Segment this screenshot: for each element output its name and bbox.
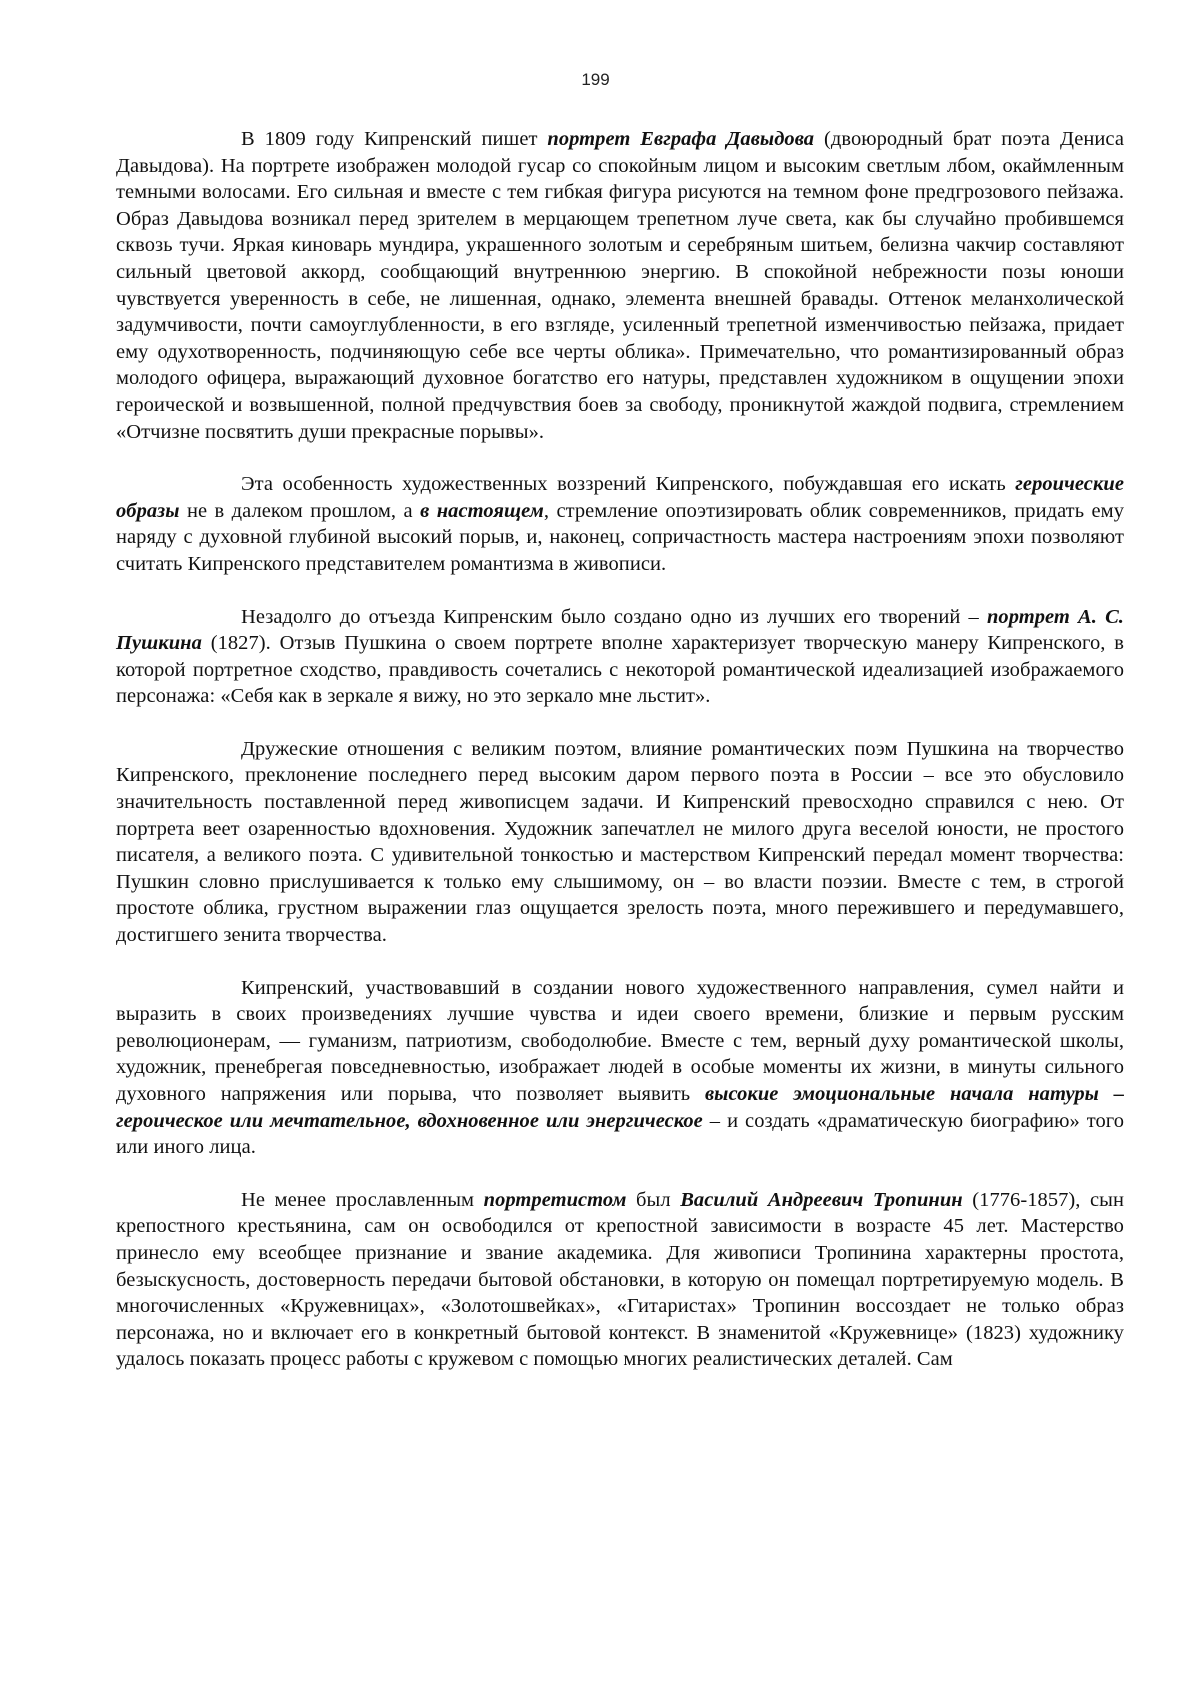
emphasis-run: в настоящем	[420, 499, 544, 522]
paragraph-gap	[116, 445, 1124, 471]
paragraph-gap	[116, 949, 1124, 975]
text-run: (двоюродный брат поэта Дениса Давыдова). На портрете изображен молодой гусар со спокойным лицом и высоким светлым лбом, окаймленным темными волосами. Его сильная и вместе с тем гибкая фигура рисуются на темном фоне предгрозового пейзажа. Образ Давыдова возникал перед зрителем в мерцающем трепетном луче света, как бы случайно пробившемся сквозь тучи. Яркая киноварь мундира, украшенного золотым и серебряным шитьем, белизна чакчир составляют сильный цветовой аккорд, сообщающий внутреннюю энергию. В спокойной небрежности позы юноши чувствуется уверенность в себе, не лишенная, однако, элемента внешней бравады. Оттенок меланхолической задумчивости, почти самоуглубленности, в его взгляде, усиленный трепетной изменчивостью пейзажа, придает ему одухотворенность, подчиняющую себе все черты облика». Примечательно, что романтизированный образ молодого офицера, выражающий духовное богатство его натуры, представлен художником в ощущении эпохи героической и возвышенной, полной предчувствия боев за свободу, проникнутой жаждой подвига, стремлением «Отчизне посвятить души прекрасные порывы».	[116, 128, 1124, 443]
paragraph-kiprensky-davydov	[116, 126, 1124, 445]
text-run: Эта особенность художественных воззрений Кипренского, побуждавшая его искать	[241, 473, 1016, 496]
paragraph-gap	[116, 578, 1124, 604]
text-run: Дружеские отношения с великим поэтом, влияние романтических поэм Пушкина на творчество Кипренского, преклонение последнего перед высоким даром первого поэта в России – все это обусловило значительность поставленной перед живописцем задачи. И Кипренский превосходно справился с нею. От портрета веет озаренностью вдохновения. Художник запечатлел не милого друга веселой юности, не простого писателя, а великого поэта. С удивительной тонкостью и мастерством Кипренский передал момент творчества: Пушкин словно прислушивается к только ему слышимому, он – во власти поэзии. Вместе с тем, в строгой простоте облика, грустном выражении глаз ощущается зрелость поэта, много пережившего и передумавшего, достигшего зенита творчества.	[116, 737, 1124, 947]
text-run: был	[626, 1188, 681, 1211]
paragraph-new-direction	[116, 975, 1124, 1161]
body-text	[116, 126, 1124, 1373]
emphasis-run: портретистом	[483, 1188, 627, 1211]
paragraph-gap	[116, 1161, 1124, 1187]
text-run: (1776-1857), сын крепостного крестьянина, сам он освободился от крепостной зависимости в возрасте 45 лет. Мастерство принесло ему всеобщее признание и звание академика. Для живописи Тропинина характерны простота, безыскусность, достоверность передачи бытовой обстановки, в которую он помещал портретируемую модель. В многочисленных «Кружевницах», «Золотошвейках», «Гитаристах» Тропинин воссоздает не только образ персонажа, но и включает его в конкретный бытовой контекст. В знаменитой «Кружевнице» (1823) художнику удалось показать процесс работы с кружевом с помощью многих реалистических деталей. Сам	[116, 1188, 1125, 1371]
paragraph-gap	[116, 710, 1124, 736]
paragraph-tropinin	[116, 1187, 1124, 1373]
emphasis-run: героические образы	[116, 473, 1124, 522]
text-run: Кипренский, участвовавший в создании нового художественного направления, сумел найти и выразить в своих произведениях лучшие чувства и идеи своего времени, близкие и первым русским революционерам, — гуманизм, патриотизм, свободолюбие. Вместе с тем, верный духу романтической школы, художник, пренебрегая повседневностью, изображает людей в особые моменты их жизни, в минуты сильного духовного напряжения или порыва, что позволяет выявить	[116, 976, 1124, 1105]
text-run: , стремление опоэтизировать облик современников, придать ему наряду с духовной глубиной высокий порыв, и, наконец, сопричастность мастера настроениям эпохи позволяют считать Кипренского представителем романтизма в живописи.	[116, 499, 1124, 575]
text-run: (1827). Отзыв Пушкина о своем портрете вполне характеризует творческую манеру Кипренского, в которой портретное сходство, правдивость сочетались с некоторой романтической идеализацией изображаемого персонажа: «Себя как в зеркале я вижу, но это зеркало мне льстит».	[116, 632, 1124, 708]
text-run: Незадолго до отъезда Кипренским было создано одно из лучших его творений –	[241, 605, 987, 628]
paragraph-friendship	[116, 736, 1124, 949]
emphasis-run: портрет А. С. Пушкина	[116, 605, 1124, 655]
text-run: Не менее прославленным	[241, 1188, 484, 1211]
text-run: – и создать «драматическую биографию» того или иного лица.	[116, 1109, 1124, 1159]
page-number: 199	[581, 70, 610, 89]
emphasis-run: высокие эмоциональные начала натуры – героическое или мечтательное, вдохновенное или энергическое	[116, 1083, 1124, 1132]
emphasis-run: Василий Андреевич Тропинин	[680, 1188, 963, 1211]
text-run: В 1809 году Кипренский пишет	[241, 128, 548, 150]
text-run: не в далеком прошлом, а	[179, 499, 421, 522]
emphasis-run: портрет Евграфа Давыдова	[547, 128, 815, 150]
paragraph-pushkin-portrait	[116, 604, 1124, 710]
paragraph-romanticism	[116, 471, 1124, 577]
